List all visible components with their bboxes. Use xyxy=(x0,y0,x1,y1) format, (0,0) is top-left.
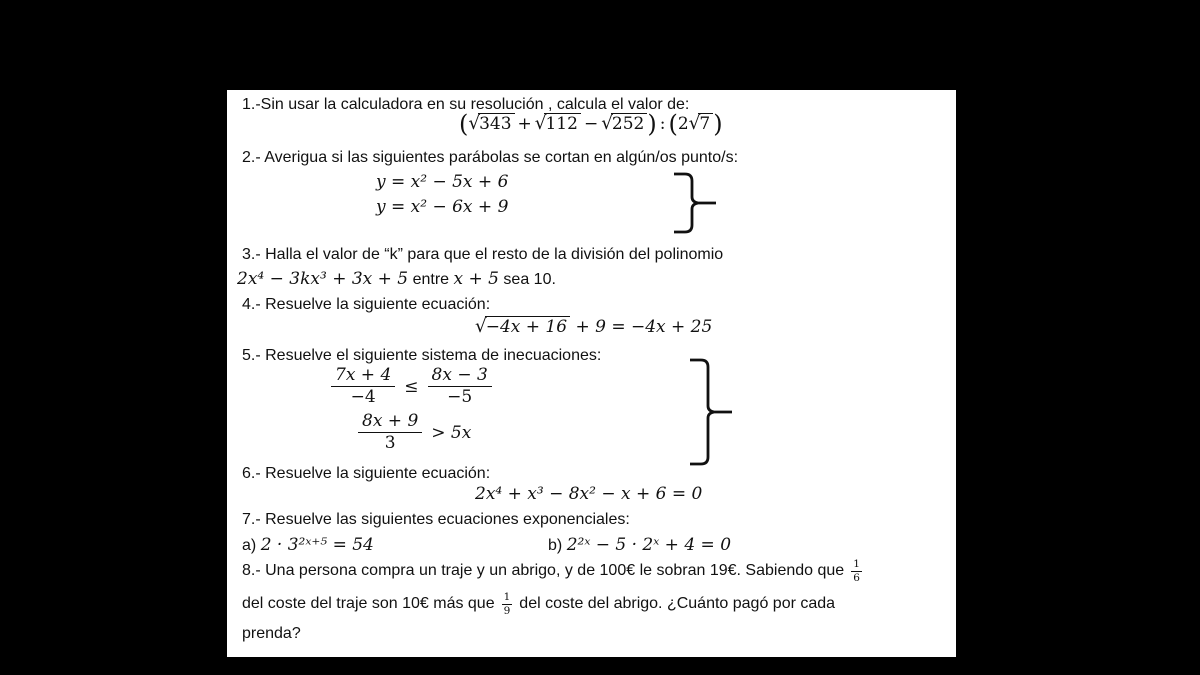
fraction-one-ninth: $\frac{1}{9}$ xyxy=(503,591,511,617)
problem-5-heading: 5.- Resuelve el siguiente sistema de inecuaciones: xyxy=(242,347,602,364)
sqrt-112: √ 112 xyxy=(535,113,581,135)
close-paren: ) xyxy=(713,110,723,138)
fraction: $\frac{8x + 9}{3}$ xyxy=(358,412,422,453)
system-brace-icon xyxy=(671,170,719,236)
item-b-equation: 2²ˣ − 5 · 2ˣ + 4 = 0 xyxy=(566,535,732,555)
fraction-one-sixth: $\frac{1}{6}$ xyxy=(853,558,860,584)
fraction: $\frac{8x - 3}{-5}$ xyxy=(428,366,492,407)
sqrt-7: √ 7 xyxy=(689,113,714,135)
item-b xyxy=(548,535,731,556)
close-paren: ) xyxy=(647,110,657,138)
radical-icon: √ xyxy=(688,113,701,134)
problem-4-heading: 4.- Resuelve la siguiente ecuación: xyxy=(242,296,491,313)
problem-6-heading: 6.- Resuelve la siguiente ecuación: xyxy=(242,465,491,482)
problem-8-line-1: 8.- Una persona compra un traje y un abrigo, y de 100€ le sobran 19€. Sabiendo que $\frac{1}{6}$ xyxy=(242,558,860,584)
problem-1-formula: ( √ 343 + √ 112 − √ 252 ) : (2 √ 7 ) xyxy=(459,110,723,138)
problem-3-heading: 3.- Halla el valor de “k” para que el resto de la división del polinomio xyxy=(242,246,724,263)
polynomial: 2x⁴ − 3kx³ + 3x + 5 xyxy=(237,269,409,289)
inequality-2: $\frac{8x + 9}{3}$ > 5x xyxy=(358,412,471,453)
item-a-equation: 2 · 3²ˣ⁺⁵ = 54 xyxy=(260,535,374,555)
sqrt-343: √ 343 xyxy=(468,113,514,135)
problem-8-line-3: prenda? xyxy=(242,625,301,642)
problem-2-equation-2: y = x² − 6x + 9 xyxy=(376,197,509,217)
leq-sign: ≤ xyxy=(404,376,419,397)
sqrt-expression: √ −4x + 16 xyxy=(475,316,570,338)
sqrt-252: √ 252 xyxy=(601,113,647,135)
problem-7-heading: 7.- Resuelve las siguientes ecuaciones exponenciales: xyxy=(242,511,630,528)
system-brace-icon xyxy=(687,356,735,468)
radical-icon: √ xyxy=(475,316,487,337)
problem-2-heading: 2.- Averigua si las siguientes parábolas se cortan en algún/os punto/s: xyxy=(242,149,739,166)
problem-4-equation: √ −4x + 16 + 9 = −4x + 25 xyxy=(475,316,713,337)
item-a-label: a) xyxy=(242,537,257,554)
problem-1-heading: 1.-Sin usar la calculadora en su resolución , calcula el valor de: xyxy=(242,96,690,113)
divisor: x + 5 xyxy=(453,269,499,289)
problem-7-items xyxy=(242,535,942,556)
item-b-label: b) xyxy=(548,537,563,554)
radical-icon: √ xyxy=(534,113,547,134)
open-paren: ( xyxy=(459,110,469,138)
open-paren: ( xyxy=(668,110,678,138)
radical-icon: √ xyxy=(601,113,613,134)
fraction: $\frac{7x + 4}{-4}$ xyxy=(331,366,395,407)
problem-2-equation-1: y = x² − 5x + 6 xyxy=(376,172,509,192)
inequality-1 xyxy=(331,366,492,407)
problem-6-equation: 2x⁴ + x³ − 8x² − x + 6 = 0 xyxy=(475,484,703,504)
problem-3-polynomial-line: 2x⁴ − 3kx³ + 3x + 5 entre x + 5 sea 10. xyxy=(237,269,556,289)
radical-icon: √ xyxy=(468,113,481,134)
worksheet-page xyxy=(227,90,956,657)
problem-8-line-2: del coste del traje son 10€ más que $\frac{1}{9}$ del coste del abrigo. ¿Cuánto pagó por cada xyxy=(242,591,836,617)
